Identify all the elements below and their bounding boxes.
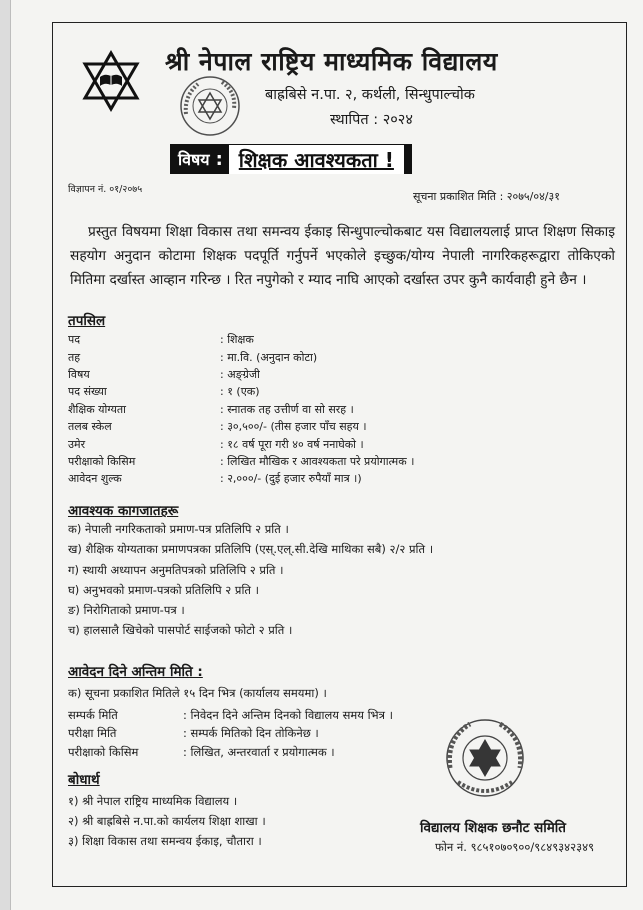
deadline-row [68,743,393,762]
documents-list [68,522,433,644]
row-value: : १८ वर्ष पूरा गरी ४० वर्ष ननाघेको । [220,437,364,451]
school-emblem-icon [80,50,142,112]
row-value: : ३०,५००/- (तीस हजार पाँच सहय । [220,420,367,434]
cc-item: ३) शिक्षा विकास तथा समन्वय ईकाइ, चौतारा । [68,834,262,848]
school-address: बाह्रबिसे न.पा. २, कर्थली, सिन्धुपाल्चोक [265,87,475,103]
subject-colon: : [215,148,223,170]
details-row [68,470,608,487]
document-item: घ) अनुभवको प्रमाण-पत्रको प्रतिलिपि २ प्रति । [68,582,260,597]
row-label: परीक्षाको किसिम [68,744,139,759]
details-row [68,331,608,348]
row-value: : १ (एक) [220,385,260,399]
row-label: परीक्षा मिति [68,726,117,741]
seal-stamp-icon [178,74,242,138]
row-label: तह [68,350,81,364]
document-item: ख) शैक्षिक योग्यताका प्रमाणपत्रका प्रतिलिपि (एस्.एल्.सी.देखि माथिका सबै) २/२ प्रति । [68,542,434,557]
row-label: शैक्षिक योग्यता [68,402,126,416]
school-name: श्री नेपाल राष्ट्रिय माध्यमिक विद्यालय [165,47,498,76]
details-row [68,453,608,470]
details-row [68,418,608,435]
advertisement-number: विज्ञापन नं. ०१/२०७५ [68,184,143,195]
school-seal-stamp-icon [440,716,530,806]
row-label: पद [68,333,81,347]
row-label: तलब स्केल [68,420,112,434]
subject-title: शिक्षक आवश्यकता ! [229,145,404,174]
row-label: पद संख्या [68,385,107,399]
row-label: सम्पर्क मिति [68,707,118,722]
cc-item: २) श्री बाह्रबिसे न.पा.को कार्यलय शिक्षा शाखा । [68,814,266,828]
deadline-table [68,706,393,762]
row-value: : शिक्षक [220,333,254,347]
cc-heading: बोधार्थ [68,772,100,788]
details-heading: तपसिल [68,313,106,329]
scan-page-edge [0,0,11,910]
details-table [68,331,608,488]
row-value: : लिखित मौखिक र आवश्यकता परे प्रयोगात्मक । [220,454,415,468]
row-label: उमेर [68,437,86,451]
row-value: : अङ्ग्रेजी [220,367,260,381]
details-row [68,435,608,452]
row-value: : स्नातक तह उत्तीर्ण वा सो सरह । [220,402,354,416]
document-item: च) हालसालै खिचेको पासपोर्ट साईजको फोटो २ प्रति । [68,623,293,638]
subject-label: विषय [178,150,210,169]
details-row [68,383,608,400]
notice-body: प्रस्तुत विषयमा शिक्षा विकास तथा समन्वय ईकाइ सिन्धुपाल्चोकबाट यस विद्यालयलाई प्राप्त शिक्षण सिकाइ सहयोग अनुदान कोटामा शिक्षक पदपूर्ति गर्नुपर्ने भएकोले इच्छुक/योग्य नेपाली नागरिकहरूद्वारा तोकिएको मितिमा दर्खास्त आव्हान गरिन्छ । रित नपुगेको र म्याद नाघि आएको दर्खास्त उपर कुनै कार्यवाही हुने छैन । [70,224,615,288]
contact-phone: फोन नं. ९८५१०७०९००/९८४९३४२३४९ [435,840,595,854]
established-year: स्थापित : २०२४ [330,112,413,128]
document-item: ग) स्थायी अध्यापन अनुमतिपत्रको प्रतिलिपि २ प्रति । [68,562,284,577]
documents-heading: आवश्यक कागजातहरू [68,503,179,519]
row-value: : लिखित, अन्तरवार्ता र प्रयोगात्मक । [183,744,335,759]
published-date: सूचना प्रकाशित मिति : २०७५/०४/३१ [413,190,560,203]
row-value: : २,०००/- (दुई हजार रुपैयाँ मात्र ।) [220,472,362,486]
details-row [68,348,608,365]
deadline-first-line: क) सूचना प्रकाशित मितिले १५ दिन भित्र (कार्यालय समयमा) । [68,686,327,700]
details-row [68,366,608,383]
row-value: : निवेदन दिने अन्तिम दिनको विद्यालय समय भित्र । [183,707,393,722]
row-label: विषय [68,367,90,381]
cc-list [68,794,266,854]
committee-name: विद्यालय शिक्षक छनौट समिति [420,820,566,836]
document-item: क) नेपाली नगरिकताको प्रमाण-पत्र प्रतिलिपि २ प्रति । [68,522,289,536]
deadline-heading: आवेदन दिने अन्तिम मिति : [68,664,203,680]
subject-banner [170,144,412,174]
deadline-row [68,706,393,725]
details-row [68,401,608,418]
row-label: परीक्षाको किसिम [68,454,136,468]
row-value: : सम्पर्क मितिको दिन तोकिनेछ । [183,726,319,741]
row-value: : मा.वि. (अनुदान कोटा) [220,350,318,364]
row-label: आवेदन शुल्क [68,472,122,486]
cc-item: १) श्री नेपाल राष्ट्रिय माध्यमिक विद्यालय । [68,794,238,808]
deadline-row [68,725,393,744]
document-item: ङ) निरोगिताको प्रमाण-पत्र । [68,603,185,618]
